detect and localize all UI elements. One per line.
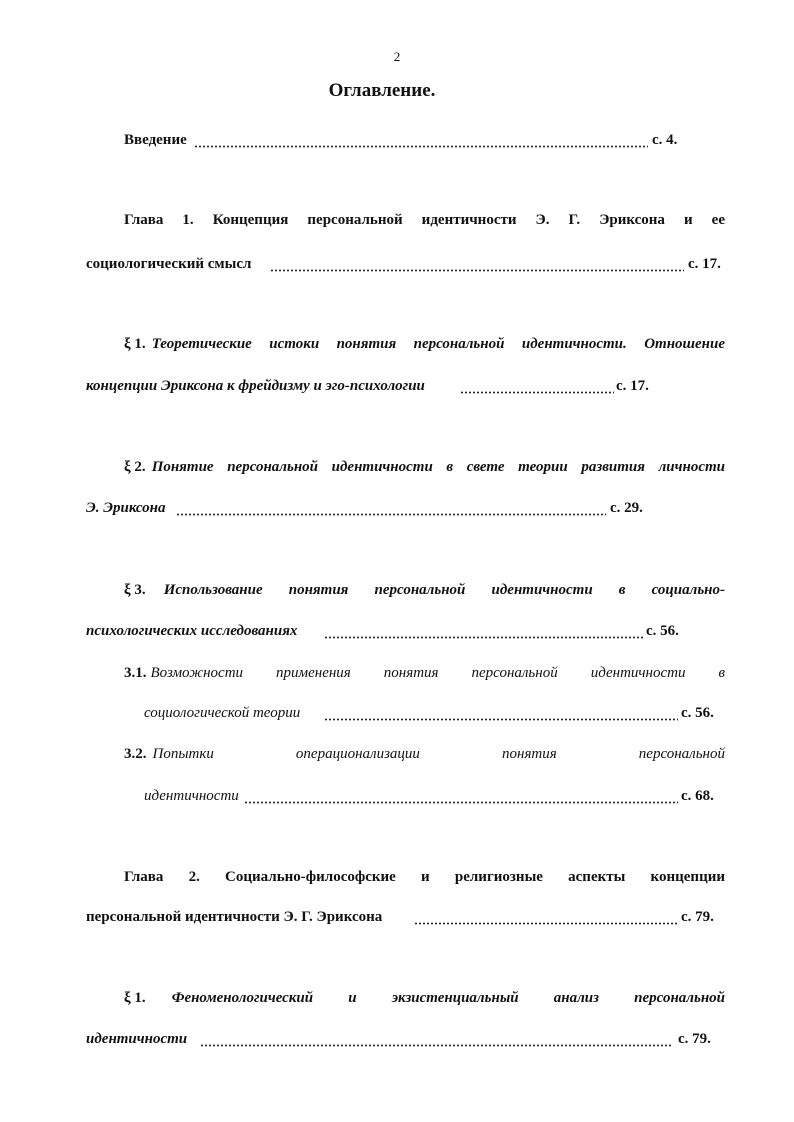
dot-leader bbox=[324, 705, 678, 722]
dot-leader bbox=[194, 132, 648, 149]
subsection-3-2-line-1: Попытки операционализации понятия персональной bbox=[152, 746, 725, 762]
section-2-1-page: с. 79. bbox=[678, 1031, 711, 1047]
chapter-2-page: с. 79. bbox=[681, 909, 714, 925]
section-1-1-line-2: концепции Эриксона к фрейдизму и эго-психологии bbox=[86, 378, 425, 394]
section-2-1-prefix: ξ 1. bbox=[124, 990, 146, 1006]
dot-leader bbox=[176, 500, 606, 517]
subsection-3-1-page: с. 56. bbox=[681, 705, 714, 721]
section-1-2-page: с. 29. bbox=[610, 500, 643, 516]
intro-label: Введение bbox=[124, 132, 187, 148]
page-number: 2 bbox=[393, 49, 401, 64]
section-2-1-line-1: Феноменологический и экзистенциальный анализ персональной bbox=[171, 990, 725, 1006]
section-1-1-line-1: Теоретические истоки понятия персональной идентичности. Отношение bbox=[151, 336, 725, 352]
chapter-2-line-2: персональной идентичности Э. Г. Эриксона bbox=[86, 909, 383, 925]
section-1-3-line-2: психологических исследованиях bbox=[86, 623, 298, 639]
dot-leader bbox=[460, 378, 614, 395]
intro-page: с. 4. bbox=[652, 132, 678, 148]
chapter-2-line-1: Глава 2. Социально-философские и религиозные аспекты концепции bbox=[124, 869, 725, 885]
chapter-1-line-2: социологический смысл bbox=[86, 256, 252, 272]
chapter-1-line-1: Глава 1. Концепция персональной идентичности Э. Г. Эриксона и ее bbox=[124, 212, 725, 228]
section-1-2-prefix: ξ 2. bbox=[124, 459, 146, 475]
subsection-3-2-line-2: идентичности bbox=[144, 788, 239, 804]
subsection-3-1-line-1: Возможности применения понятия персональной идентичности в bbox=[150, 665, 725, 681]
section-1-3-page: с. 56. bbox=[646, 623, 679, 639]
section-1-3-line-1: Использование понятия персональной идентичности в социально- bbox=[163, 582, 725, 598]
subsection-3-2-page: с. 68. bbox=[681, 788, 714, 804]
dot-leader bbox=[200, 1031, 672, 1048]
section-1-1-prefix: ξ 1. bbox=[124, 336, 146, 352]
section-2-1-line-2: идентичности bbox=[86, 1031, 188, 1047]
section-1-3-prefix: ξ 3. bbox=[124, 582, 146, 598]
dot-leader bbox=[324, 623, 644, 640]
section-1-2-line-2: Э. Эриксона bbox=[86, 500, 166, 516]
page-title: Оглавление. bbox=[328, 80, 436, 101]
subsection-3-1-num: 3.1. bbox=[124, 665, 147, 681]
subsection-3-2-num: 3.2. bbox=[124, 746, 147, 762]
dot-leader bbox=[414, 909, 678, 926]
dot-leader bbox=[270, 256, 684, 273]
section-1-1-page: с. 17. bbox=[616, 378, 649, 394]
dot-leader bbox=[244, 788, 678, 805]
chapter-1-page: с. 17. bbox=[688, 256, 721, 272]
section-1-2-line-1: Понятие персональной идентичности в свете теории развития личности bbox=[151, 459, 725, 475]
subsection-3-1-line-2: социологической теории bbox=[144, 705, 301, 721]
